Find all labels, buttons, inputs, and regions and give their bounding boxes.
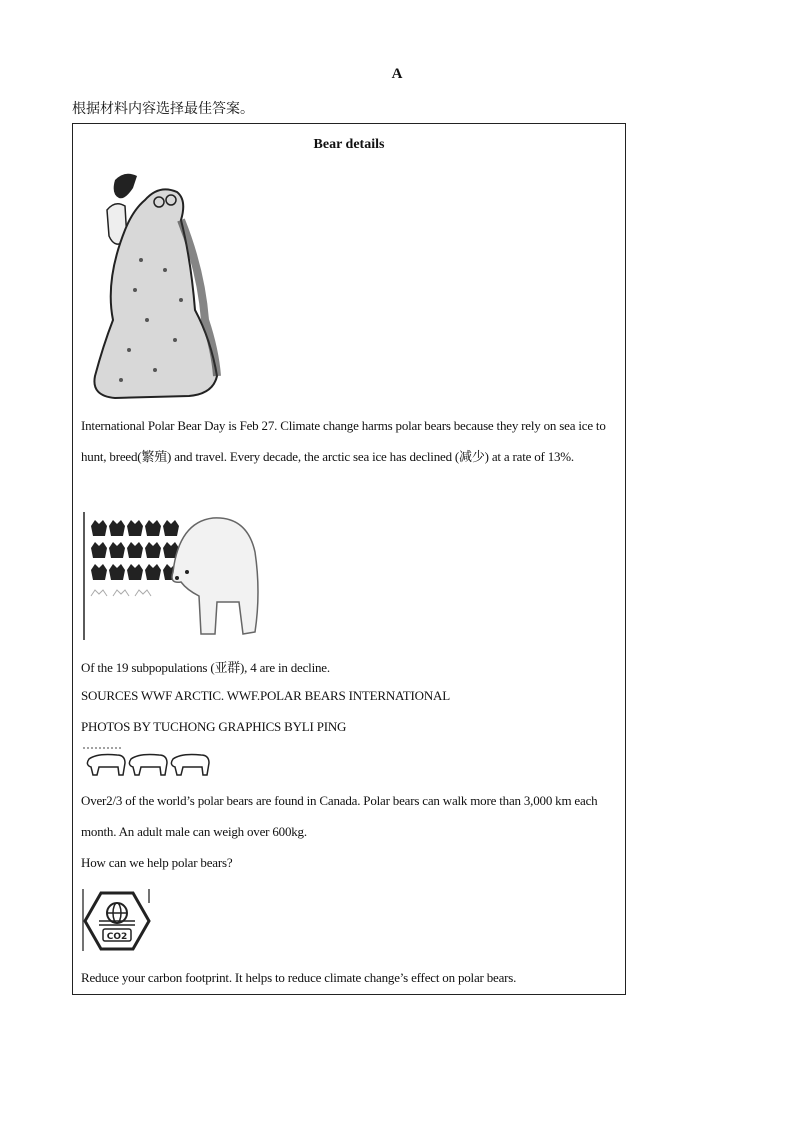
section-letter: A [391,66,403,82]
co2-globe-icon [83,889,153,955]
subpopulation-text: Of the 19 subpopulations (亚群), 4 are in decline. [81,660,330,675]
sources-text: SOURCES WWF ARCTIC. WWF.POLAR BEARS INTERNATIONAL [81,688,450,703]
facts-paragraph: Over2/3 of the world’s polar bears are found in Canada. Polar bears can walk more than 3,000 km each month. An adult male can weigh over 600kg. [81,793,598,839]
question-text: How can we help polar bears? [81,855,233,870]
closing-text: Reduce your carbon footprint. It helps to reduce climate change’s effect on polar bears. [81,970,517,985]
bear-with-fish-illustration [85,170,225,406]
intro-paragraph: International Polar Bear Day is Feb 27. Climate change harms polar bears because they rely on sea ice to hunt, breed(繁殖) and travel. Every decade, the arctic sea ice has declined (减少) at a rate of 13%. [81,418,606,464]
photos-credit-text: PHOTOS BY TUCHONG GRAPHICS BYLI PING [81,719,347,734]
co2-label: CO2 [106,932,128,942]
instruction-text: 根据材料内容选择最佳答案。 [72,101,254,117]
bear-details-box [72,123,626,995]
box-title: Bear details [313,137,385,152]
three-bears-graphic [83,747,223,779]
subpopulation-infographic [83,512,263,640]
